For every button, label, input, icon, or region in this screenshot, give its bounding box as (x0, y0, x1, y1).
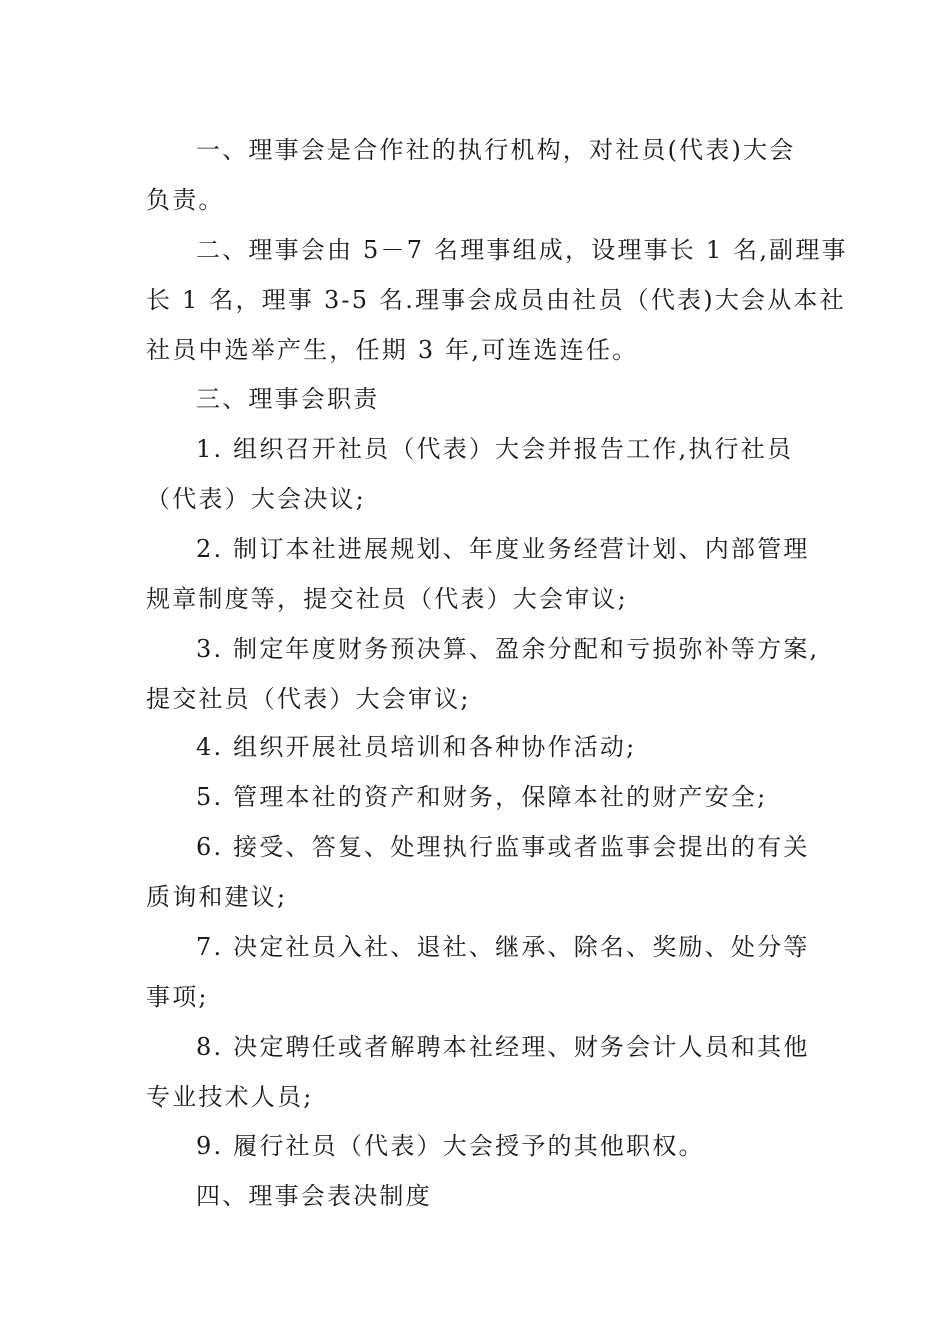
duty-1-line-2: （代表）大会决议; (146, 485, 366, 513)
duty-4: 4. 组织开展社员培训和各种协作活动; (196, 733, 637, 761)
duty-2-line-2: 规章制度等，提交社员（代表）大会审议; (146, 585, 628, 613)
duty-1-line-1: 1. 组织召开社员（代表）大会并报告工作,执行社员 (196, 435, 794, 463)
duty-6-line-1: 6. 接受、答复、处理执行监事或者监事会提出的有关 (196, 833, 810, 861)
duty-3-line-2: 提交社员（代表）大会审议; (146, 685, 471, 713)
duty-2-line-1: 2. 制订本社进展规划、年度业务经营计划、内部管理 (196, 535, 810, 563)
paragraph-1-line-1: 一、理事会是合作社的执行机构，对社员(代表)大会 (196, 136, 796, 164)
paragraph-2-line-3: 社员中选举产生，任期 3 年,可连选连任。 (146, 336, 639, 364)
duty-3-line-1: 3. 制定年度财务预决算、盈余分配和亏损弥补等方案, (196, 635, 820, 663)
duty-8-line-1: 8. 决定聘任或者解聘本社经理、财务会计人员和其他 (196, 1033, 810, 1061)
section-heading-voting: 四、理事会表决制度 (196, 1182, 432, 1210)
duty-9: 9. 履行社员（代表）大会授予的其他职权。 (196, 1132, 705, 1160)
duty-6-line-2: 质询和建议; (146, 883, 288, 911)
duty-7-line-1: 7. 决定社员入社、退社、继承、除名、奖励、处分等 (196, 933, 810, 961)
duty-5: 5. 管理本社的资产和财务，保障本社的财产安全; (196, 783, 768, 811)
paragraph-1-line-2: 负责。 (146, 186, 225, 214)
duty-8-line-2: 专业技术人员; (146, 1083, 314, 1111)
duty-7-line-2: 事项; (146, 983, 209, 1011)
paragraph-2-line-2: 长 1 名，理事 3-5 名.理事会成员由社员（代表)大会从本社 (146, 286, 846, 314)
section-heading-duties: 三、理事会职责 (196, 385, 380, 413)
paragraph-2-line-1: 二、理事会由 5－7 名理事组成，设理事长 1 名,副理事 (196, 236, 848, 264)
